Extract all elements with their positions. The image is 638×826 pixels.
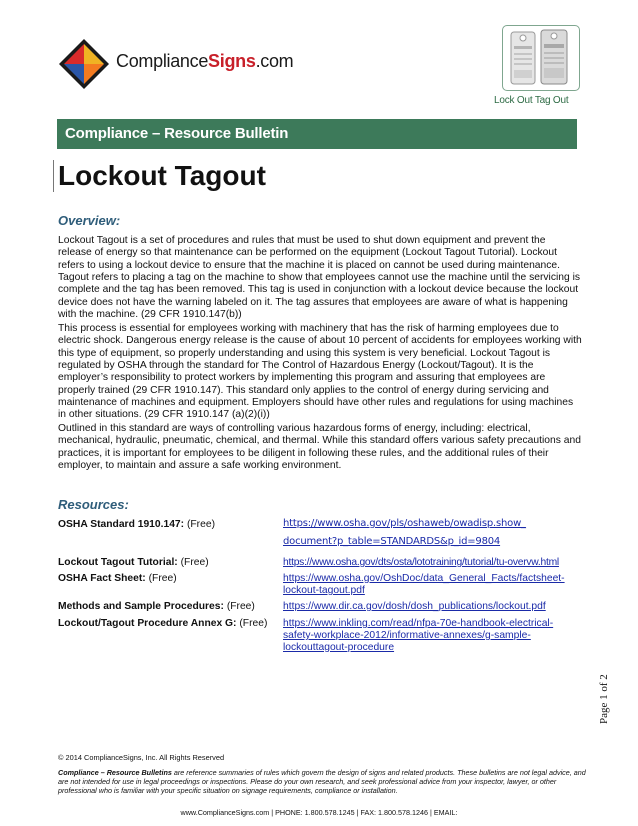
resource-link-lockout-tutorial[interactable]: https://www.osha.gov/dts/osta/lototraining/tutorial/tu-overvw.html [283, 557, 559, 568]
resource-label-osha-standard: OSHA Standard 1910.147: (Free) [58, 519, 215, 530]
resource-link-annex-g[interactable]: https://www.inkling.com/read/nfpa-70e-handbook-electrical-safety-workplace-2012/informative-annexes/g-sample-lockouttagout-procedure [283, 618, 554, 653]
overview-paragraph-1: Lockout Tagout is a set of procedures and rules that must be used to shut down equipment and prevent the release of energy so that maintenance can be performed on the equipment (Lockout Tagout Tutorial). Lockout refers to using a lockout device to ensure that the machine it is placed on cannot be used during maintenance. Tagout refers to placing a tag on the machine to show that employees cannot use the machine until the servicing is complete and the tag has been removed. This tag is used in conjunction with a lockout device because the lockout device does not have the warning labeled on it. The tag assures that employees are aware of what is happening with the machine. (29 CFR 1910.147(b)) [58, 235, 581, 321]
copyright-notice: © 2014 ComplianceSigns, Inc. All Rights Reserved [58, 753, 225, 762]
logo-wordmark: ComplianceSigns.com [116, 51, 294, 71]
resource-bulletin-banner [57, 119, 577, 149]
resource-label-methods-procedures: Methods and Sample Procedures: (Free) [58, 601, 255, 612]
resources-heading: Resources: [58, 497, 129, 512]
disclaimer: Compliance – Resource Bulletins are reference summaries of rules which govern the design of signs and related products. These bulletins are not legal advice, and are not intended for use in legal proceedings or inspections. Please do your own research, and seek professional advice from your inspector, lawyer, or other professional who is familiar with your specific situation on signage requirements, compliance or installation. [58, 768, 586, 795]
logo-diamond-icon [58, 38, 110, 90]
resource-label-lockout-tutorial: Lockout Tagout Tutorial: (Free) [58, 557, 209, 568]
page-title: Lockout Tagout [58, 160, 266, 191]
resource-link-osha-fact-sheet[interactable]: https://www.osha.gov/OshDoc/data_General_Facts/factsheet-lockout-tagout.pdf [283, 573, 565, 596]
compliancesigns-logo[interactable] [58, 38, 298, 94]
tag-icon [503, 26, 579, 90]
resource-link-methods-procedures[interactable]: https://www.dir.ca.gov/dosh/dosh_publications/lockout.pdf [283, 601, 546, 612]
lockout-tag-image [502, 25, 580, 91]
footer-contact: www.ComplianceSigns.com | PHONE: 1.800.578.1245 | FAX: 1.800.578.1246 | EMAIL: [180, 808, 458, 817]
overview-heading: Overview: [58, 213, 121, 228]
overview-paragraph-3: Outlined in this standard are ways of controlling various hazardous forms of energy, including: electrical, mechanical, hydraulic, pneumatic, chemical, and thermal. While this standard offers various safety precautions and practices, it is important for employees to be diligent in following these rules, and the additional rules of their employer, to maintain and assure a safe working environment. [58, 423, 581, 472]
page-number: Page 1 of 2 [598, 674, 610, 724]
tag-caption: Lock Out Tag Out [494, 95, 569, 106]
overview-paragraph-2: This process is essential for employees working with machinery that has the risk of harming employees due to electric shock. Dangerous energy release is the cause of about 10 percent of accidents for employees working with this type of equipment, so properly understanding and using this system is very beneficial. Lockout Tagout is regulated by OSHA through the standard for The Control of Hazardous Energy (Lockout/Tagout). It is the employer’s responsibility to protect workers by implementing this program and assuring that employees are properly trained (29 CFR 1910.147). This standard only applies to the control of energy during servicing and maintenance of machines and equipment. Employers should have other rules and regulations for using machines in other situations. (29 CFR 1910.147 (a)(2)(i)) [58, 323, 582, 421]
resource-link-osha-standard[interactable]: https://www.osha.gov/pls/oshaweb/owadisp.show_ document?p_table=STANDARDS&p_id=9804 [283, 518, 526, 547]
resource-label-annex-g: Lockout/Tagout Procedure Annex G: (Free) [58, 618, 268, 629]
title-rule [53, 160, 54, 192]
banner-text: Compliance – Resource Bulletin [65, 125, 289, 142]
resource-label-osha-fact-sheet: OSHA Fact Sheet: (Free) [58, 573, 177, 584]
